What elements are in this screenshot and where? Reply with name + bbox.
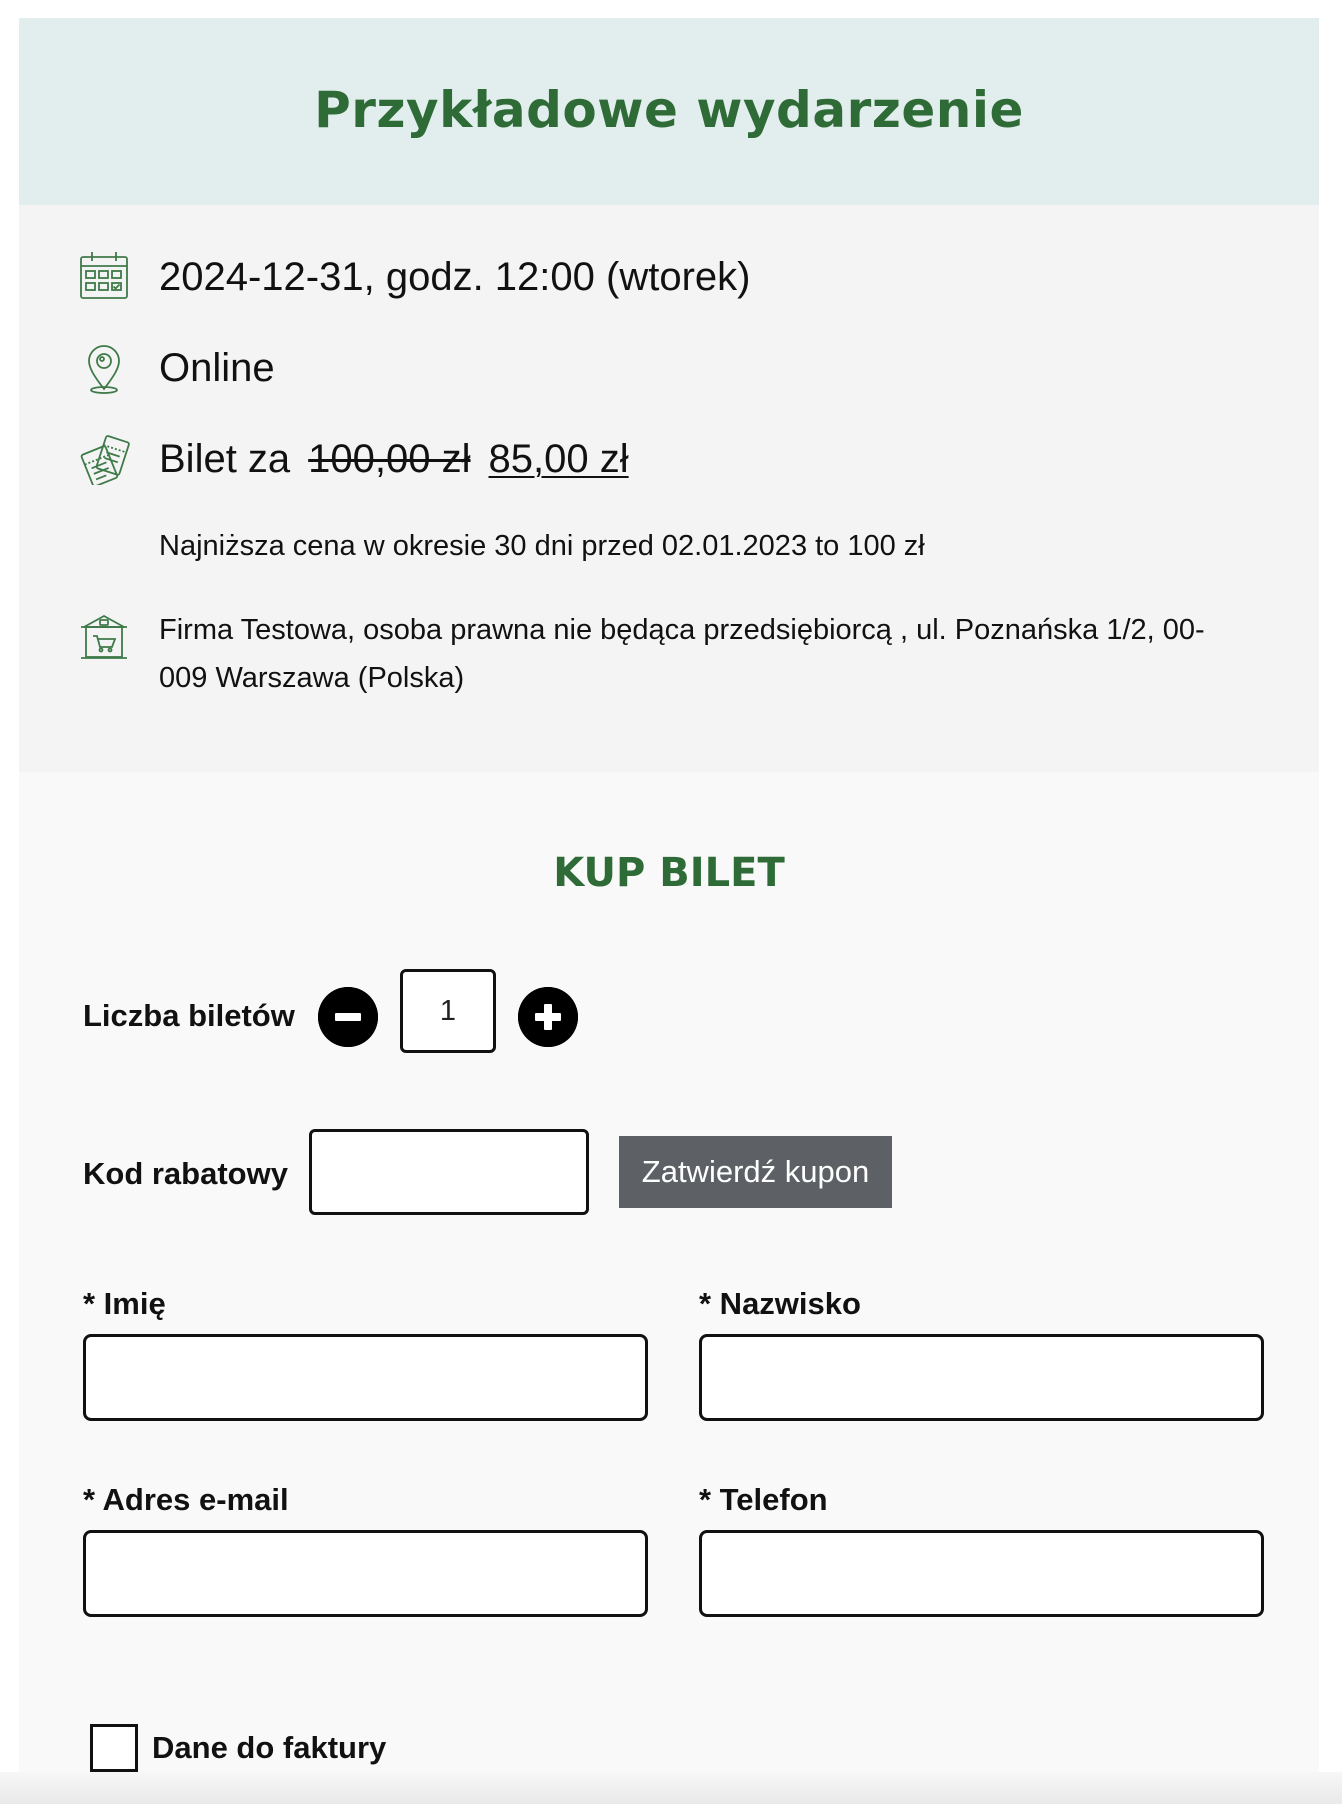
ticket-icon [78, 433, 130, 485]
lowest-price-note: Najniższa cena w okresie 30 dni przed 02.01.2023 to 100 zł [159, 530, 925, 562]
ticket-price-line [159, 437, 629, 482]
coupon-label: Kod rabatowy [83, 1156, 288, 1191]
invoice-label: Dane do faktury [152, 1730, 387, 1765]
organizer-details: Firma Testowa, osoba prawna nie będąca przedsiębiorcą , ul. Poznańska 1/2, 00-009 Warszawa (Polska) [159, 614, 1205, 694]
last-name-label: * Nazwisko [699, 1286, 861, 1321]
increase-quantity-button[interactable] [518, 987, 578, 1047]
bottom-edge-shadow [0, 1772, 1342, 1804]
phone-label: * Telefon [699, 1482, 828, 1517]
plus-circle-icon [518, 987, 578, 1047]
purchase-section [19, 772, 1319, 1804]
email-label: * Adres e-mail [83, 1482, 289, 1517]
old-price: 100,00 zł [308, 437, 471, 481]
first-name-label: * Imię [83, 1286, 166, 1321]
last-name-input[interactable] [699, 1334, 1264, 1421]
event-location: Online [159, 346, 275, 390]
event-info-panel [19, 205, 1319, 772]
coupon-input[interactable] [309, 1129, 589, 1215]
apply-coupon-button[interactable]: Zatwierdź kupon [619, 1136, 892, 1208]
shop-building-icon [78, 611, 130, 663]
new-price: 85,00 zł [488, 437, 629, 481]
event-title: Przykładowe wydarzenie [314, 80, 1024, 139]
quantity-input[interactable] [400, 969, 496, 1053]
email-input[interactable] [83, 1530, 648, 1617]
ticket-label: Bilet za [159, 437, 291, 481]
purchase-title: KUP BILET [553, 850, 785, 896]
minus-circle-icon [318, 987, 378, 1047]
quantity-label: Liczba biletów [83, 998, 295, 1033]
event-header [19, 18, 1319, 205]
calendar-icon [78, 250, 130, 302]
decrease-quantity-button[interactable] [318, 987, 378, 1047]
invoice-checkbox[interactable] [90, 1724, 138, 1772]
first-name-input[interactable] [83, 1334, 648, 1421]
event-page [19, 18, 1319, 1804]
event-date: 2024-12-31, godz. 12:00 (wtorek) [159, 255, 751, 299]
invoice-option[interactable] [90, 1723, 386, 1773]
phone-input[interactable] [699, 1530, 1264, 1617]
map-pin-icon [78, 342, 130, 394]
